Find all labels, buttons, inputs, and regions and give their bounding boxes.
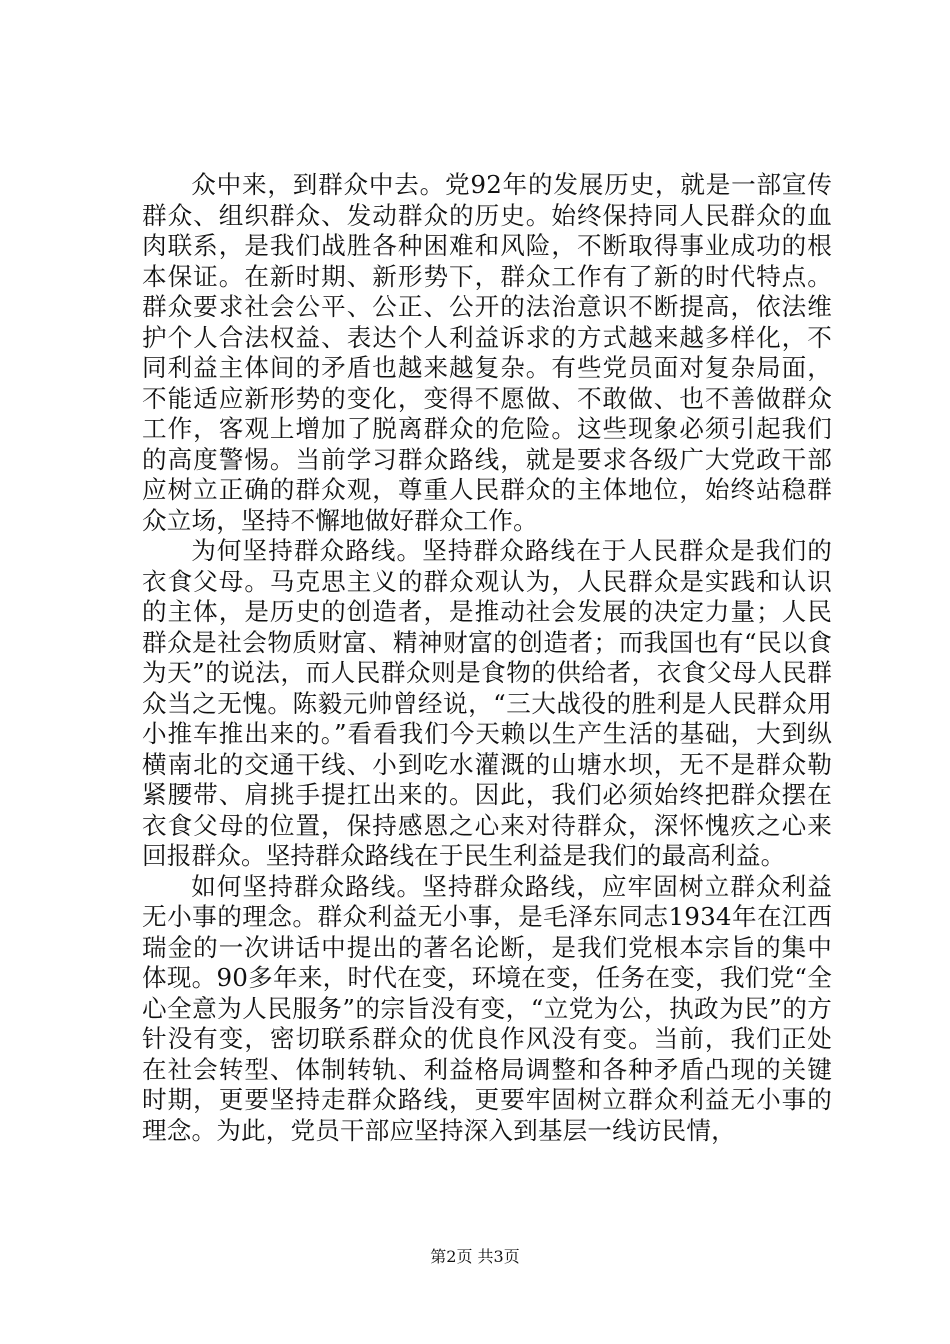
paragraph-3: 如何坚持群众路线。坚持群众路线，应牢固树立群众利益无小事的理念。群众利益无小事，是毛泽东同志1934年在江西瑞金的一次讲话中提出的著名论断，是我们党根本宗旨的集中体现。90多年来，时代在变，环境在变，任务在变，我们党“全心全意为人民服务”的宗旨没有变，“立党为公，执政为民”的方针没有变，密切联系群众的优良作风没有变。当前，我们正处在社会转型、体制转轨、利益格局调整和各种矛盾凸现的关键时期，更要坚持走群众路线，更要牢固树立群众利益无小事的理念。为此，党员干部应坚持深入到基层一线访民情， (142, 871, 832, 1145)
paragraph-2: 为何坚持群众路线。坚持群众路线在于人民群众是我们的衣食父母。马克思主义的群众观认为，人民群众是实践和认识的主体，是历史的创造者，是推动社会发展的决定力量；人民群众是社会物质财富、精神财富的创造者；而我国也有“民以食为天”的说法，而人民群众则是食物的供给者，衣食父母人民群众当之无愧。陈毅元帅曾经说，“三大战役的胜利是人民群众用小推车推出来的。”看看我们今天赖以生产生活的基础，大到纵横南北的交通干线、小到吃水灌溉的山塘水坝，无不是群众勒紧腰带、肩挑手提扛出来的。因此，我们必须始终把群众摆在衣食父母的位置，保持感恩之心来对待群众，深怀愧疚之心来回报群众。坚持群众路线在于民生利益是我们的最高利益。 (142, 536, 832, 870)
body-text (142, 170, 832, 1146)
page-footer: 第2页 共3页 (430, 1247, 520, 1266)
paragraph-1: 众中来，到群众中去。党92年的发展历史，就是一部宣传群众、组织群众、发动群众的历史。始终保持同人民群众的血肉联系，是我们战胜各种困难和风险，不断取得事业成功的根本保证。在新时期、新形势下，群众工作有了新的时代特点。群众要求社会公平、公正、公开的法治意识不断提高，依法维护个人合法权益、表达个人利益诉求的方式越来越多样化，不同利益主体间的矛盾也越来越复杂。有些党员面对复杂局面，不能适应新形势的变化，变得不愿做、不敢做、也不善做群众工作，客观上增加了脱离群众的危险。这些现象必须引起我们的高度警惕。当前学习群众路线，就是要求各级广大党政干部应树立正确的群众观，尊重人民群众的主体地位，始终站稳群众立场，坚持不懈地做好群众工作。 (142, 170, 832, 535)
